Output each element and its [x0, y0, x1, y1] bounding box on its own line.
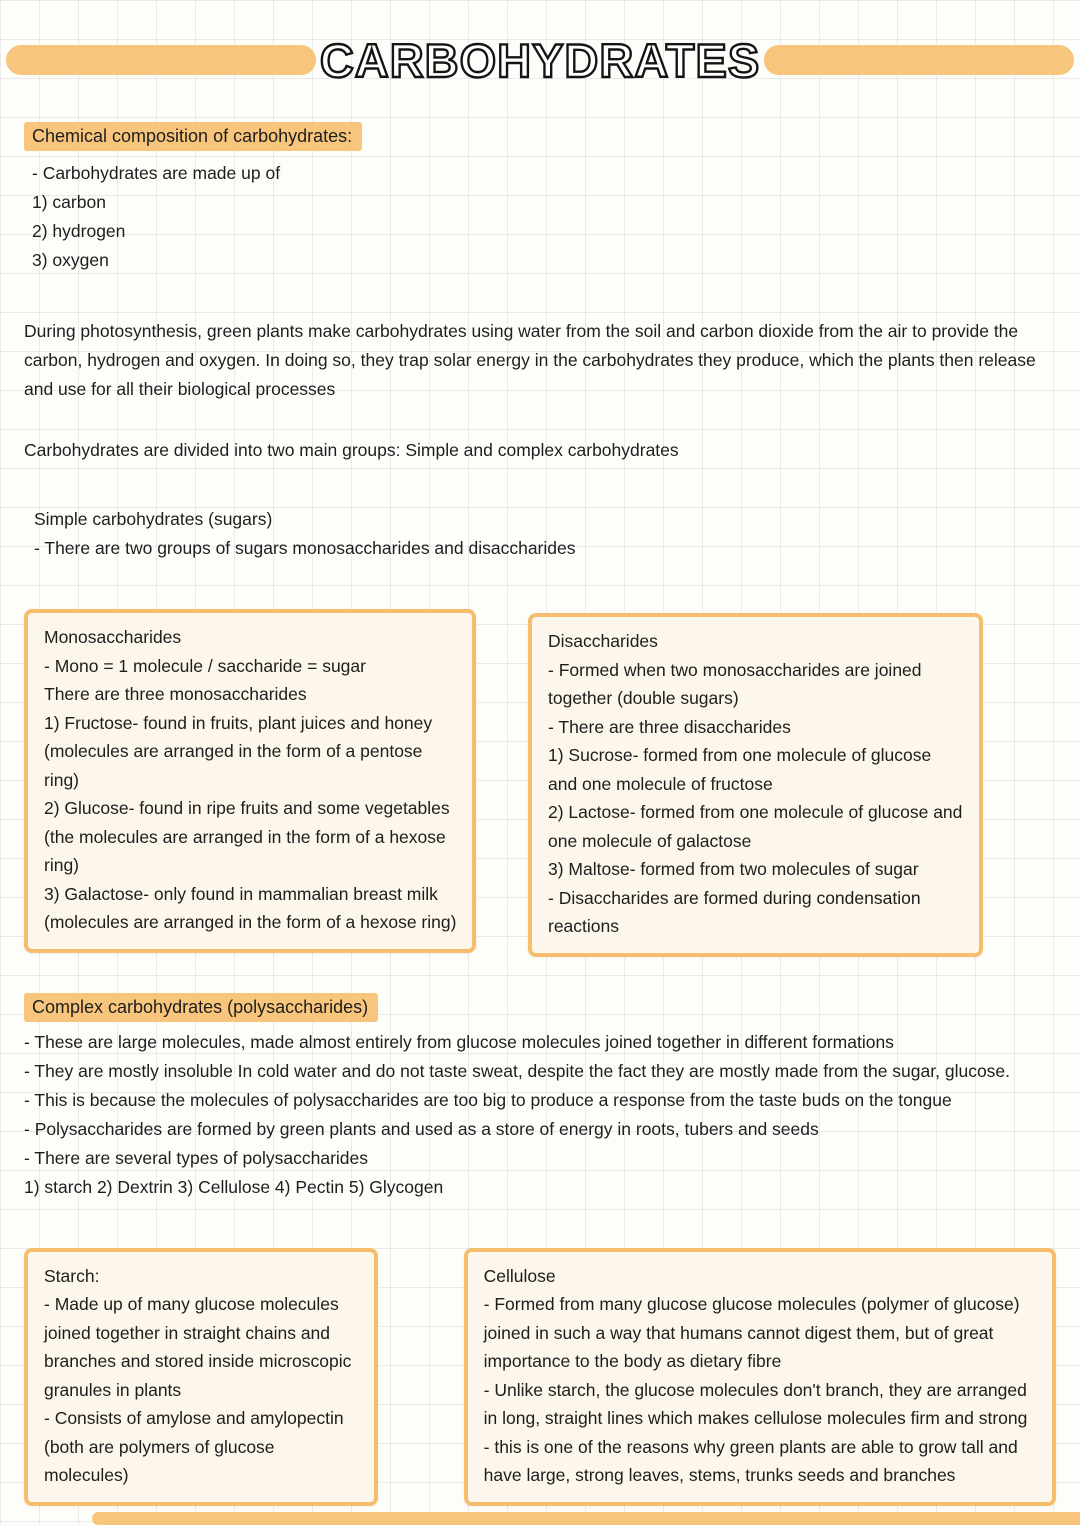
- text-line: 3) oxygen: [32, 250, 109, 270]
- text-line: - Carbohydrates are made up of: [32, 163, 281, 183]
- text-line: - They are mostly insoluble In cold water and do not taste sweat, despite the fact they are mostly made from the sugar, glucose.: [24, 1060, 1011, 1081]
- text-line: 1) carbon: [32, 192, 106, 212]
- text-line: - Formed when two monosaccharides are joined together (double sugars): [548, 659, 922, 708]
- text-line: There are three monosaccharides: [44, 684, 307, 704]
- section-chemical-composition: [24, 122, 1056, 275]
- section-groups: [24, 436, 1056, 465]
- groups-line: Carbohydrates are divided into two main groups: Simple and complex carbohydrates: [24, 440, 679, 460]
- simple-carbs-line: - There are two groups of sugars monosaccharides and disaccharides: [34, 538, 576, 558]
- text-line: - Unlike starch, the glucose molecules don't branch, they are arranged in long, straight lines which makes cellulose molecules firm and strong: [483, 1379, 1028, 1428]
- monosaccharides-box: [24, 609, 476, 953]
- section-photosynthesis: [24, 317, 1056, 404]
- disaccharides-list: [548, 656, 965, 941]
- text-line: - Made up of many glucose molecules joined together in straight chains and branches and stored inside microscopic granules in plants: [44, 1294, 352, 1400]
- bottom-accent-bar: [92, 1512, 1080, 1525]
- cellulose-box: [464, 1248, 1056, 1506]
- saccharide-boxes-row: [24, 609, 1056, 957]
- text-line: 3) Maltose- formed from two molecules of sugar: [548, 859, 919, 879]
- text-line: 2) Lactose- formed from one molecule of glucose and one molecule of galactose: [548, 802, 963, 851]
- title-pill-left: [6, 45, 316, 75]
- text-line: 1) Sucrose- formed from one molecule of glucose and one molecule of fructose: [548, 745, 932, 794]
- text-line: - Mono = 1 molecule / saccharide = sugar: [44, 655, 366, 676]
- disaccharides-box-title: Disaccharides: [548, 631, 658, 651]
- text-line: - There are several types of polysaccharides: [24, 1147, 369, 1168]
- section-complex-carbohydrates: [24, 993, 1056, 1202]
- text-line: - These are large molecules, made almost entirely from glucose molecules joined together in different formations: [24, 1031, 894, 1052]
- cellulose-list: [484, 1290, 1038, 1490]
- photosynthesis-paragraph: During photosynthesis, green plants make carbohydrates using water from the soil and carbon dioxide from the air to provide the carbon, hydrogen and oxygen. In doing so, they trap solar energy in the carbohydrates they produce, which the plants then release and use for all their biological processes: [24, 321, 1036, 399]
- section-heading-complex: Complex carbohydrates (polysaccharides): [24, 993, 378, 1022]
- text-line: - Consists of amylose and amylopectin (both are polymers of glucose molecules): [44, 1408, 344, 1485]
- disaccharides-box: [528, 613, 983, 957]
- text-line: - There are three disaccharides: [548, 716, 791, 737]
- text-line: - Disaccharides are formed during condensation reactions: [548, 887, 921, 936]
- text-line: 2) Glucose- found in ripe fruits and some vegetables (the molecules are arranged in the form of a hexose ring): [44, 798, 450, 875]
- monosaccharides-list: [44, 652, 458, 937]
- starch-list: [44, 1290, 360, 1490]
- section-heading-chemical: Chemical composition of carbohydrates:: [24, 122, 362, 151]
- text-line: 1) starch 2) Dextrin 3) Cellulose 4) Pectin 5) Glycogen: [24, 1176, 444, 1197]
- section-simple-carbohydrates: [24, 505, 1056, 563]
- text-line: - Polysaccharides are formed by green plants and used as a store of energy in roots, tubers and seeds: [24, 1118, 819, 1139]
- title-pill-right: [764, 45, 1074, 75]
- monosaccharides-box-title: Monosaccharides: [44, 627, 182, 647]
- text-line: 1) Fructose- found in fruits, plant juices and honey (molecules are arranged in the form of a pentose ring): [44, 712, 433, 790]
- page-title: CARBOHYDRATES: [319, 33, 761, 87]
- complex-carbs-list: [24, 1028, 1056, 1202]
- chemical-composition-list: [24, 159, 1056, 275]
- simple-carbs-heading: Simple carbohydrates (sugars): [34, 509, 273, 529]
- text-line: - Formed from many glucose glucose molecules (polymer of glucose) joined in such a way that humans cannot digest them, but of great importance to the body as dietary fibre: [483, 1294, 1020, 1371]
- text-line: - This is because the molecules of polysaccharides are too big to produce a response from the taste buds on the tongue: [24, 1089, 952, 1110]
- starch-box: [24, 1248, 378, 1506]
- cellulose-box-title: Cellulose: [483, 1265, 556, 1286]
- text-line: 3) Galactose- only found in mammalian breast milk (molecules are arranged in the form of a hexose ring): [44, 883, 457, 932]
- title-row: [6, 34, 1074, 86]
- starch-box-title: Starch:: [44, 1265, 100, 1286]
- text-line: - this is one of the reasons why green plants are able to grow tall and have large, strong leaves, stems, trunks seeds and branches: [483, 1436, 1018, 1485]
- polysaccharide-boxes-row: [24, 1248, 1056, 1506]
- text-line: 2) hydrogen: [32, 221, 126, 241]
